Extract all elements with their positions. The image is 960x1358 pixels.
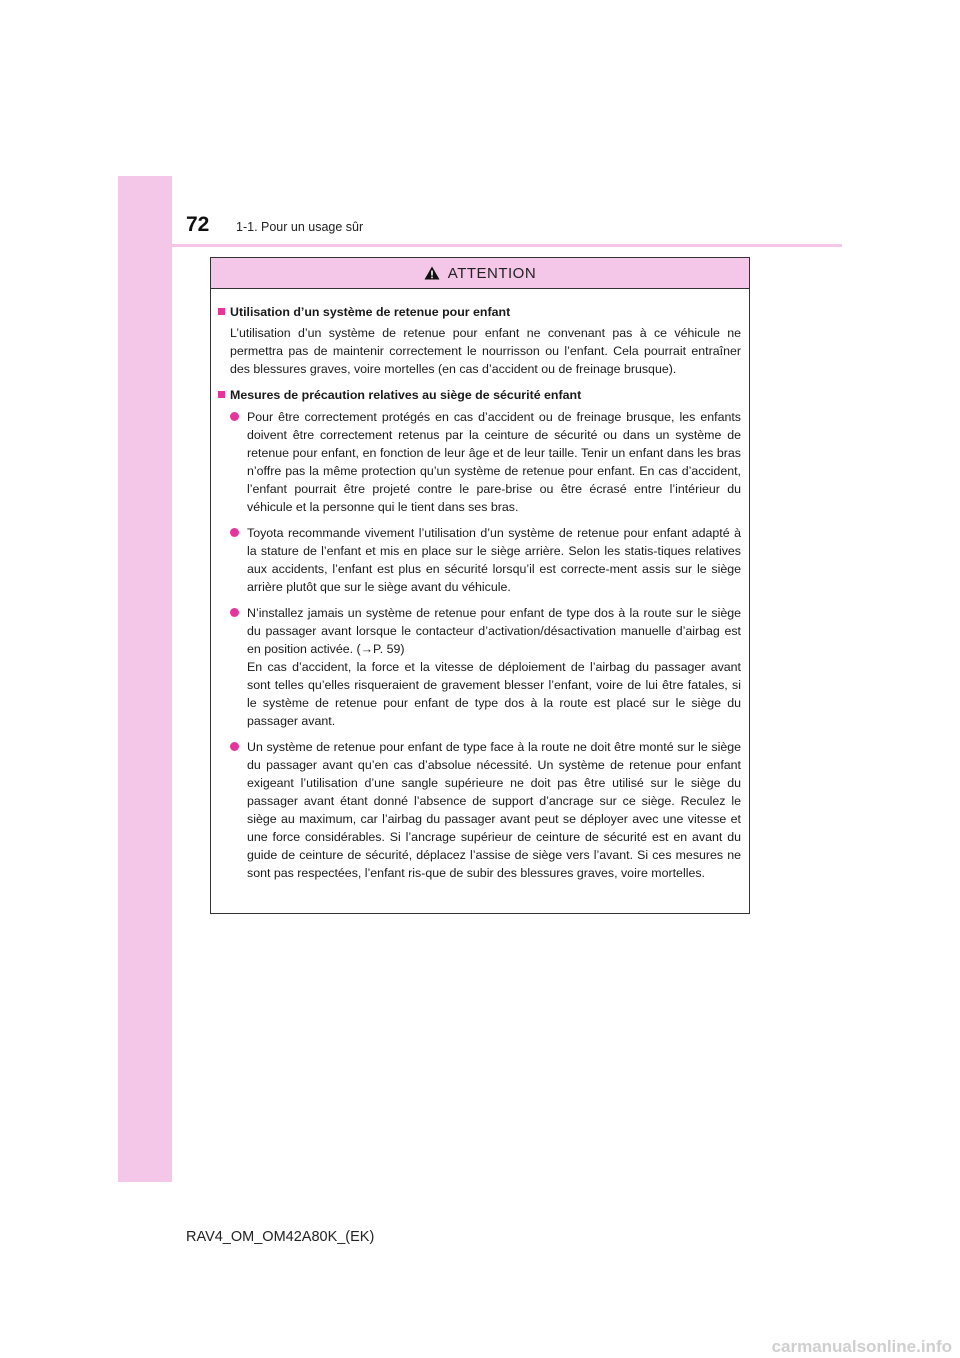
- round-bullet-icon: [230, 412, 239, 421]
- list-item: Pour être correctement protégés en cas d’accident ou de freinage brusque, les enfants doivent être correctement retenus par la ceinture de sécurité ou dans un système de retenue pour enfant, en fonction de leur âge et de leur taille. Tenir un enfant dans les bras n’offre pas la même protection qu’un système de retenue pour enfant. En cas d’accident, l’enfant pourrait être projeté contre le pare-brise ou être écrasé entre l’intérieur du véhicule et la personne qui le tient dans ses bras.: [218, 408, 741, 516]
- warning-triangle-icon: [424, 266, 440, 280]
- square-bullet-icon: [218, 308, 225, 315]
- round-bullet-icon: [230, 742, 239, 751]
- list-item: Toyota recommande vivement l’utilisation d’un système de retenue pour enfant adapté à la stature de l’enfant et mis en place sur le siège arrière. Selon les statis-tiques relatives aux accidents, l’enfant est plus en sécurité lorsqu’il est correcte-ment assis sur le siège arrière plutôt que sur le siège avant du véhicule.: [218, 524, 741, 596]
- section-precautions: [218, 386, 741, 882]
- round-bullet-icon: [230, 528, 239, 537]
- section-heading: Mesures de précaution relatives au siège de sécurité enfant: [230, 388, 582, 402]
- bullet-continuation: En cas d’accident, la force et la vitesse de déploiement de l’airbag du passager avant sont telles qu’elles risqueraient de gravement blesser l’enfant, voire de lui être fatales, si le système de retenue pour enfant de type dos à la route est placé sur le siège du passager avant.: [247, 660, 741, 728]
- list-item: Un système de retenue pour enfant de type face à la route ne doit être monté sur le siège du passager avant qu’en cas d’absolue nécessité. Un système de retenue pour enfant exigeant l’utilisation d’une sangle supérieure ne doit pas être utilisé sur le siège du passager avant étant donné l’absence de support d’ancrage sur ce siège. Reculez le siège au maximum, car l’airbag du passager avant peut se déployer avec une vitesse et une force considérables. Si l’ancrage supérieur de ceinture de sécurité est en avant du guide de ceinture de sécurité, déplacez l’assise de siège vers l’avant. Si ces mesures ne sont pas respectées, l’enfant ris-que de subir des blessures graves, voire mortelles.: [218, 738, 741, 882]
- page-number: 72: [186, 213, 210, 236]
- bullet-line: N’installez jamais un système de retenue pour enfant de type dos à la route sur le siège du passager avant lorsque le contacteur d’activation/désactivation manuelle d’airbag est en position activée. (→P. 59): [247, 606, 741, 656]
- section-text: L’utilisation d’un système de retenue pour enfant ne convenant pas à ce véhicule ne permettra pas de maintenir correctement le nourrisson ou l’enfant. Cela pourrait entraîner des blessures graves, voire mortelles (en cas d’accident ou de freinage brusque).: [230, 326, 741, 376]
- caution-title: ATTENTION: [447, 264, 537, 282]
- caution-header: [211, 258, 749, 289]
- caution-box: [210, 257, 750, 914]
- round-bullet-icon: [230, 608, 239, 617]
- section-heading: Utilisation d’un système de retenue pour enfant: [230, 305, 511, 319]
- side-tab-bar: [118, 176, 172, 1182]
- header-divider: [172, 244, 842, 247]
- list-item: [218, 604, 741, 730]
- manual-code: RAV4_OM_OM42A80K_(EK): [186, 1229, 375, 1245]
- section-child-restraint: [218, 303, 741, 378]
- caution-body: [211, 289, 749, 882]
- square-bullet-icon: [218, 391, 225, 398]
- section-title: 1-1. Pour un usage sûr: [236, 220, 364, 234]
- watermark: carmanualsonline.info: [771, 1337, 952, 1356]
